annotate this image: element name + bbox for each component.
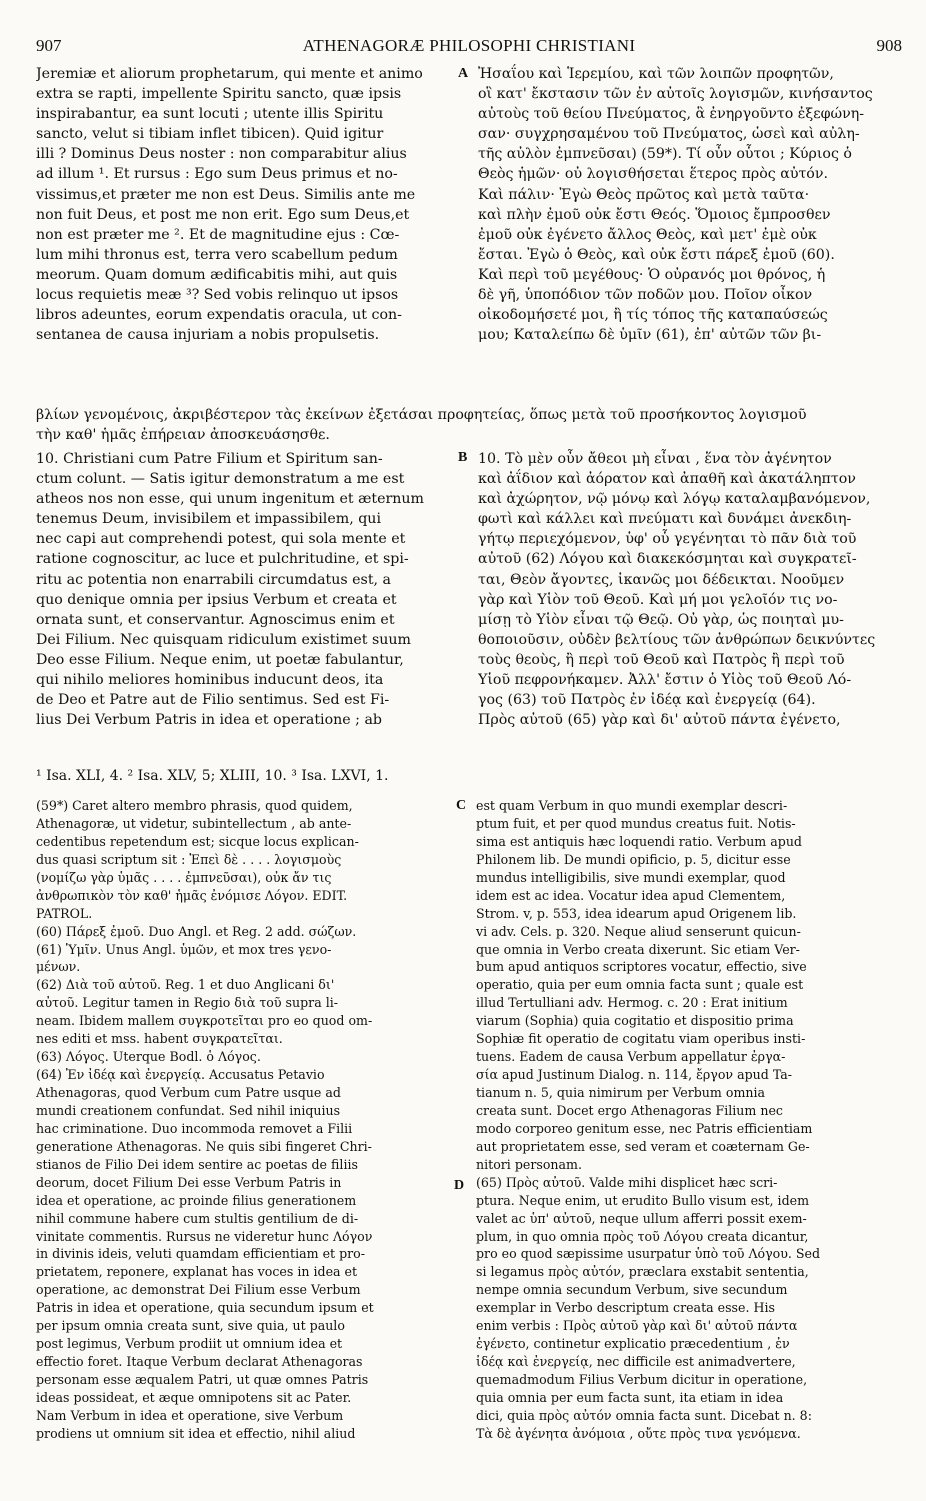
text-line: ornata sunt, et conservantur. Agnoscimus enim et xyxy=(36,611,395,628)
text-line: sancto, velut si tibiam inflet tibicen). Quid igitur xyxy=(36,126,384,143)
text-line: Ἠσαΐου καὶ Ἱερεμίου, καὶ τῶν λοιπῶν προφητῶν, xyxy=(478,66,834,82)
text-line: sima est antiquis hæc loquendi ratio. Verbum apud xyxy=(476,833,802,849)
text-line: σαν· συγχρησαμένου τοῦ Πνεύματος, ὡσεὶ καὶ αὐλη- xyxy=(478,126,860,143)
text-line: (61) Ὑμῖν. Unus Angl. ὑμῶν, et mox tres γενο- xyxy=(36,941,332,957)
text-line: tenemus Deum, invisibilem et impassibilem, qui xyxy=(36,511,381,528)
page-header xyxy=(36,36,902,60)
text-line: illud Tertulliani adv. Hermog. c. 20 : Erat initium xyxy=(476,995,788,1011)
text-line: σία apud Justinum Dialog. n. 114, ἔργον apud Ta- xyxy=(476,1067,792,1083)
text-line: Strom. v, p. 553, idea idearum apud Origenem lib. xyxy=(476,905,797,921)
text-line: extra se rapti, impellente Spiritu sancto, quæ ipsis xyxy=(36,86,402,103)
text-line: quia omnia per eum facta sunt, ita etiam in idea xyxy=(476,1389,784,1405)
latin-column-top xyxy=(36,64,464,345)
latin-column-section-10 xyxy=(36,449,464,730)
text-line: Καὶ πάλιν· Ἐγὼ Θεὸς πρῶτος καὶ μετὰ ταῦτα· xyxy=(478,186,810,203)
footnotes-right-column xyxy=(476,797,910,1443)
text-line: τῆς αὐλὸν ἐμπνεῦσαι) (59*). Τί οὖν οὗτοι ; Κύριος ὁ xyxy=(478,146,852,163)
text-line: δὲ γῆ, ὑποπόδιον τῶν ποδῶν μου. Ποῖον οἶκον xyxy=(478,287,813,304)
text-line: Jeremiæ et aliorum prophetarum, qui mente et animo xyxy=(36,66,423,82)
text-line: dus quasi scriptum sit : Ἐπεὶ δὲ . . . . λογισμοὺς xyxy=(36,851,342,867)
text-line: idea et operatione, ac proinde filius generationem xyxy=(36,1192,357,1208)
text-line: nempe omnia secundum Verbum, sive secundum xyxy=(476,1282,788,1298)
text-line: prietatem, reponere, explanat has voces in idea et xyxy=(36,1264,358,1280)
text-line: si legamus πρὸς αὐτόν, præclara exstabit sententia, xyxy=(476,1264,809,1280)
text-line: bum apud antiquos scriptores vocatur, effectio, sive xyxy=(476,959,807,975)
footnotes-left-column xyxy=(36,797,467,1443)
text-line: non est præter me ². Et de magnitudine ejus : Cœ- xyxy=(36,226,400,243)
text-line: ἀνθρωπικὸν τὸν καθ' ἡμᾶς ἐνόμισε Λόγον. EDIT. xyxy=(36,887,348,903)
text-line: ptum fuit, et per quod mundus creatus fuit. Notis- xyxy=(476,815,796,831)
text-line: est quam Verbum in quo mundi exemplar descri- xyxy=(476,798,788,813)
text-line: (νομίζω γὰρ ὑμᾶς . . . . ἐμπνεῦσαι), οὐκ ἄν τις xyxy=(36,869,332,885)
text-line: ται, Θεὸν ἄγοντες, ἱκανῶς μοι δέδεικται. Νοοῦμεν xyxy=(478,571,845,588)
text-line: καὶ πλὴν ἐμοῦ οὐκ ἔστι Θεός. Ὅμοιος ἔμπροσθεν xyxy=(478,206,831,223)
text-line: enim verbis : Πρὸς αὐτοῦ γὰρ καὶ δι' αὐτοῦ πάντα xyxy=(476,1318,798,1334)
margin-letter-d: D xyxy=(454,1178,465,1193)
text-line: ἔσται. Ἐγὼ ὁ Θεὸς, καὶ οὐκ ἔστι πάρεξ ἐμοῦ (60). xyxy=(478,246,835,263)
text-line: valet ac ὑπ' αὐτοῦ, neque ullum afferri possit exem- xyxy=(476,1210,807,1226)
text-line: stianos de Filio Dei idem sentire ac poetas de filiis xyxy=(36,1156,358,1172)
text-line: libros adeuntes, eorum expendatis oracula, ut con- xyxy=(36,307,402,324)
text-line: Υἱοῦ πεφρονήκαμεν. Ἀλλ' ἔστιν ὁ Υἱὸς τοῦ Θεοῦ Λό- xyxy=(478,672,852,689)
text-line: lum mihi thronus est, terra vero scabellum pedum xyxy=(36,246,398,263)
text-line: pro eo quod sæpissime usurpatur ὑπὸ τοῦ Λόγου. Sed xyxy=(476,1246,821,1262)
text-line: Dei Filium. Nec quisquam ridiculum existimet suum xyxy=(36,631,412,648)
text-line: 10. Τὸ μὲν οὖν ἄθεοι μὴ εἶναι , ἕνα τὸν ἀγένητον xyxy=(478,451,832,467)
page-number-right: 908 xyxy=(876,36,902,55)
text-line: οἳ κατ' ἔκστασιν τῶν ἐν αὐτοῖς λογισμῶν, κινήσαντος xyxy=(478,86,873,103)
text-line: (63) Λόγος. Uterque Bodl. ὁ Λόγος. xyxy=(36,1049,261,1065)
text-line: ἐμοῦ οὐκ ἐγένετο ἄλλος Θεὸς, καὶ μετ' ἐμὲ οὐκ xyxy=(478,226,817,243)
text-line: (65) Πρὸς αὐτοῦ. Valde mihi displicet hæc scri- xyxy=(476,1174,778,1190)
text-line: personam esse æqualem Patri, ut quæ omnes Patris xyxy=(36,1372,369,1387)
text-line: μένων. xyxy=(36,959,81,975)
text-line: (62) Διὰ τοῦ αὐτοῦ. Reg. 1 et duo Anglicani δι' xyxy=(36,977,335,993)
text-line: 10. Christiani cum Patre Filium et Spiritum san- xyxy=(36,451,383,467)
text-line: aut proprietatem esse, sed veram et coæternam Ge- xyxy=(476,1138,810,1154)
text-line: tianum n. 5, quia nimirum per Verbum omnia xyxy=(476,1085,766,1100)
text-line: ideas possideat, et æque omnipotens sit ac Pater. xyxy=(36,1389,352,1405)
text-line: Τὰ δὲ ἀγένητα ἀνόμοια , οὔτε πρὸς τινα γενόμενα. xyxy=(476,1425,801,1441)
text-line: post legimus, Verbum prodiit ut omnium idea et xyxy=(36,1336,343,1352)
text-line: vi adv. Cels. p. 320. Neque aliud senserunt quicun- xyxy=(476,923,801,939)
text-line: locus requietis meæ ³? Sed vobis relinquo ut ipsos xyxy=(36,287,399,304)
scripture-references: ¹ Isa. XLI, 4. ² Isa. XLV, 5; XLIII, 10. ³ Isa. LXVI, 1. xyxy=(36,768,389,784)
text-line: exemplar in Verbo descriptum creata esse. His xyxy=(476,1300,775,1316)
text-line: neam. Ibidem mallem συγκροτεῖται pro eo quod om- xyxy=(36,1013,373,1029)
margin-letter-b: B xyxy=(458,450,468,465)
text-line: inspirabantur, ea sunt locuti ; utente illis Spiritu xyxy=(36,106,384,123)
text-line: αὐτοῦ (62) Λόγου καὶ διακεκόσμηται καὶ συγκρατεῖ- xyxy=(478,551,857,568)
text-line: nitori personam. xyxy=(476,1156,582,1172)
text-line: αὐτοὺς τοῦ θείου Πνεύματος, ἃ ἐνηργοῦντο ἐξεφώνη- xyxy=(478,106,864,123)
text-line: plum, in quo omnia πρὸς τοῦ Λόγου creata dicantur, xyxy=(476,1228,809,1244)
text-line: non fuit Deus, et post me non erit. Ego sum Deus,et xyxy=(36,206,410,223)
text-line: γήτῳ περιεχόμενον, ὑφ' οὗ γεγένηται τὸ πᾶν διὰ τοῦ xyxy=(478,531,857,548)
text-line: αὐτοῦ. Legitur tamen in Regio διὰ τοῦ supra li- xyxy=(36,995,339,1011)
text-line: ratione cognoscitur, ac luce et pulchritudine, et spi- xyxy=(36,551,409,568)
text-line: generatione Athenagoras. Ne quis sibi fingeret Chri- xyxy=(36,1138,372,1154)
text-line: viarum (Sophia) quia cogitatio et dispositio prima xyxy=(476,1013,794,1029)
text-line: (59*) Caret altero membro phrasis, quod quidem, xyxy=(36,798,353,813)
text-line: μίσῃ τὸ Υἱὸν εἶναι τῷ Θεῷ. Οὐ γὰρ, ὡς ποιηταὶ μυ- xyxy=(478,611,844,628)
text-line: Deo esse Filium. Neque enim, ut poetæ fabulantur, xyxy=(36,651,404,668)
text-line: Καὶ περὶ τοῦ μεγέθους· Ὁ οὐρανός μοι θρόνος, ἡ xyxy=(478,266,826,283)
text-line: ritu ac potentia non enarrabili circumdatus est, a xyxy=(36,571,392,588)
text-line: nihil commune habere cum stultis gentilium de di- xyxy=(36,1210,359,1226)
text-line: tuens. Eadem de causa Verbum appellatur ἐργα- xyxy=(476,1049,786,1065)
text-line: nes editi et mss. habent συγκρατεῖται. xyxy=(36,1031,283,1047)
text-line: meorum. Quam domum ædificabitis mihi, aut quis xyxy=(36,266,398,283)
text-line: modo corporeo genitum esse, nec Patris efficientiam xyxy=(476,1120,813,1136)
text-line: mundus intelligibilis, sive mundi exemplar, quod xyxy=(476,869,786,885)
text-line: sentanea de causa injuriam a nobis propulsetis. xyxy=(36,327,380,344)
text-line: ad illum ¹. Et rursus : Ego sum Deus primus et no- xyxy=(36,166,398,183)
text-line: operatione, ac demonstrat Dei Filium esse Verbum xyxy=(36,1282,361,1298)
text-line: Athenagoræ, ut videtur, subintellectum , ab ante- xyxy=(36,815,352,831)
text-line: nec capi aut comprehendi potest, qui sola mente et xyxy=(36,531,406,548)
text-line: que omnia in Verbo creata dixerunt. Sic etiam Ver- xyxy=(476,941,800,957)
running-title: ATHENAGORÆ PHILOSOPHI CHRISTIANI xyxy=(302,36,636,55)
text-line: quo denique omnia per ipsius Verbum et creata et xyxy=(36,591,397,608)
text-line: illi ? Dominus Deus noster : non comparabitur alius xyxy=(36,146,407,163)
text-line: effectio foret. Itaque Verbum declarat Athenagoras xyxy=(36,1354,363,1370)
text-line: cedentibus repetendum est; sicque locus explican- xyxy=(36,833,359,849)
text-line: Philonem lib. De mundi opificio, p. 5, dicitur esse xyxy=(476,851,791,867)
text-line: Athenagoras, quod Verbum cum Patre usque ad xyxy=(36,1085,341,1100)
text-line: ἰδέᾳ καὶ ἐνεργείᾳ, nec difficile est animadvertere, xyxy=(476,1354,796,1370)
margin-letter-a: A xyxy=(458,66,469,81)
text-line: creata sunt. Docet ergo Athenagoras Filium nec xyxy=(476,1102,783,1118)
text-line: qui nihilo meliores hominibus inducunt deos, ita xyxy=(36,672,384,689)
text-line: dici, quia πρὸς αὐτόν omnia facta sunt. Dicebat n. 8: xyxy=(476,1407,812,1423)
text-line: per ipsum omnia creata sunt, sive quia, ut paulo xyxy=(36,1318,345,1334)
text-line: καὶ ἀΐδιον καὶ ἀόρατον καὶ ἀπαθῆ καὶ ἀκατάληπτον xyxy=(478,471,856,488)
text-line: atheos nos non esse, qui unum ingenitum et æternum xyxy=(36,491,425,508)
text-line: βλίων γενομένοις, ἀκριβέστερον τὰς ἐκείνων ἐξετάσαι προφητείας, ὅπως μετὰ τοῦ προσήκοντος λογισμοῦ xyxy=(36,407,807,423)
text-line: γὰρ καὶ Υἱὸν τοῦ Θεοῦ. Καὶ μή μοι γελοῖόν τις νο- xyxy=(478,591,838,608)
text-line: τὴν καθ' ἡμᾶς ἐπήρειαν ἀποσκευάσησθε. xyxy=(36,427,330,444)
text-line: mundi creationem confundat. Sed nihil iniquius xyxy=(36,1102,341,1118)
text-line: vissimus,et præter me non est Deus. Similis ante me xyxy=(36,186,416,203)
text-line: hac criminatione. Duo incommoda removet a Filii xyxy=(36,1120,353,1136)
text-line: οἰκοδομήσετέ μοι, ἢ τίς τόπος τῆς καταπαύσεώς xyxy=(478,307,828,324)
greek-column-top xyxy=(478,64,910,345)
greek-column-section-10 xyxy=(478,449,910,730)
text-line: Patris in idea et operatione, quia secundum ipsum et xyxy=(36,1300,374,1316)
text-line: operatio, quia per eum omnia facta sunt ; quale est xyxy=(476,977,804,993)
text-line: prodiens ut omnium sit idea et effectio, nihil aliud xyxy=(36,1425,356,1441)
text-line: γος (63) τοῦ Πατρὸς ἐν ἰδέᾳ καὶ ἐνεργείᾳ (64). xyxy=(478,692,816,709)
text-line: (64) Ἐν ἰδέᾳ καὶ ἐνεργείᾳ. Accusatus Petavio xyxy=(36,1067,325,1083)
text-line: μου; Καταλείπω δὲ ὑμῖν (61), ἐπ' αὐτῶν τῶν βι- xyxy=(478,327,822,344)
margin-letter-c: C xyxy=(456,798,467,813)
text-line: PATROL. xyxy=(36,905,93,921)
greek-full-width-lines xyxy=(36,405,906,445)
page-number-left: 907 xyxy=(36,36,62,55)
text-line: de Deo et Patre aut de Filio sentimus. Sed est Fi- xyxy=(36,692,390,709)
text-line: καὶ ἀχώρητον, νῷ μόνῳ καὶ λόγῳ καταλαμβανόμενον, xyxy=(478,491,871,508)
text-line: deorum, docet Filium Dei esse Verbum Patris in xyxy=(36,1174,342,1190)
text-line: Πρὸς αὐτοῦ (65) γὰρ καὶ δι' αὐτοῦ πάντα ἐγένετο, xyxy=(478,712,841,729)
text-line: ctum colunt. — Satis igitur demonstratum a me est xyxy=(36,471,405,488)
text-line: idem est ac idea. Vocatur idea apud Clementem, xyxy=(476,887,786,903)
text-line: θοποιοῦσιν, οὐδὲν βελτίους τῶν ἀνθρώπων δεικνύντες xyxy=(478,631,876,648)
text-line: lius Dei Verbum Patris in idea et operatione ; ab xyxy=(36,712,382,729)
text-line: τοὺς θεοὺς, ἢ περὶ τοῦ Θεοῦ καὶ Πατρὸς ἢ περὶ τοῦ xyxy=(478,651,845,668)
text-line: quemadmodum Filius Verbum dicitur in operatione, xyxy=(476,1372,808,1387)
text-line: ptura. Neque enim, ut erudito Bullo visum est, idem xyxy=(476,1192,810,1208)
text-line: Sophiæ fit operatio de cogitatu viam operibus insti- xyxy=(476,1031,806,1047)
text-line: φωτὶ καὶ κάλλει καὶ πνεύματι καὶ δυνάμει ἀνεκδιη- xyxy=(478,511,852,528)
text-line: (60) Πάρεξ ἐμοῦ. Duo Angl. et Reg. 2 add. σώζων. xyxy=(36,923,357,939)
text-line: Nam Verbum in idea et operatione, sive Verbum xyxy=(36,1407,344,1423)
text-line: vinitate commentis. Rursus ne videretur hunc Λόγον xyxy=(36,1228,373,1244)
text-line: in divinis ideis, veluti quamdam efficientiam et pro- xyxy=(36,1246,366,1262)
text-line: ἐγένετο, continetur explicatio præcedentium , ἐν xyxy=(476,1336,790,1352)
text-line: Θεὸς ἡμῶν· οὐ λογισθήσεται ἕτερος πρὸς αὐτόν. xyxy=(478,166,828,183)
